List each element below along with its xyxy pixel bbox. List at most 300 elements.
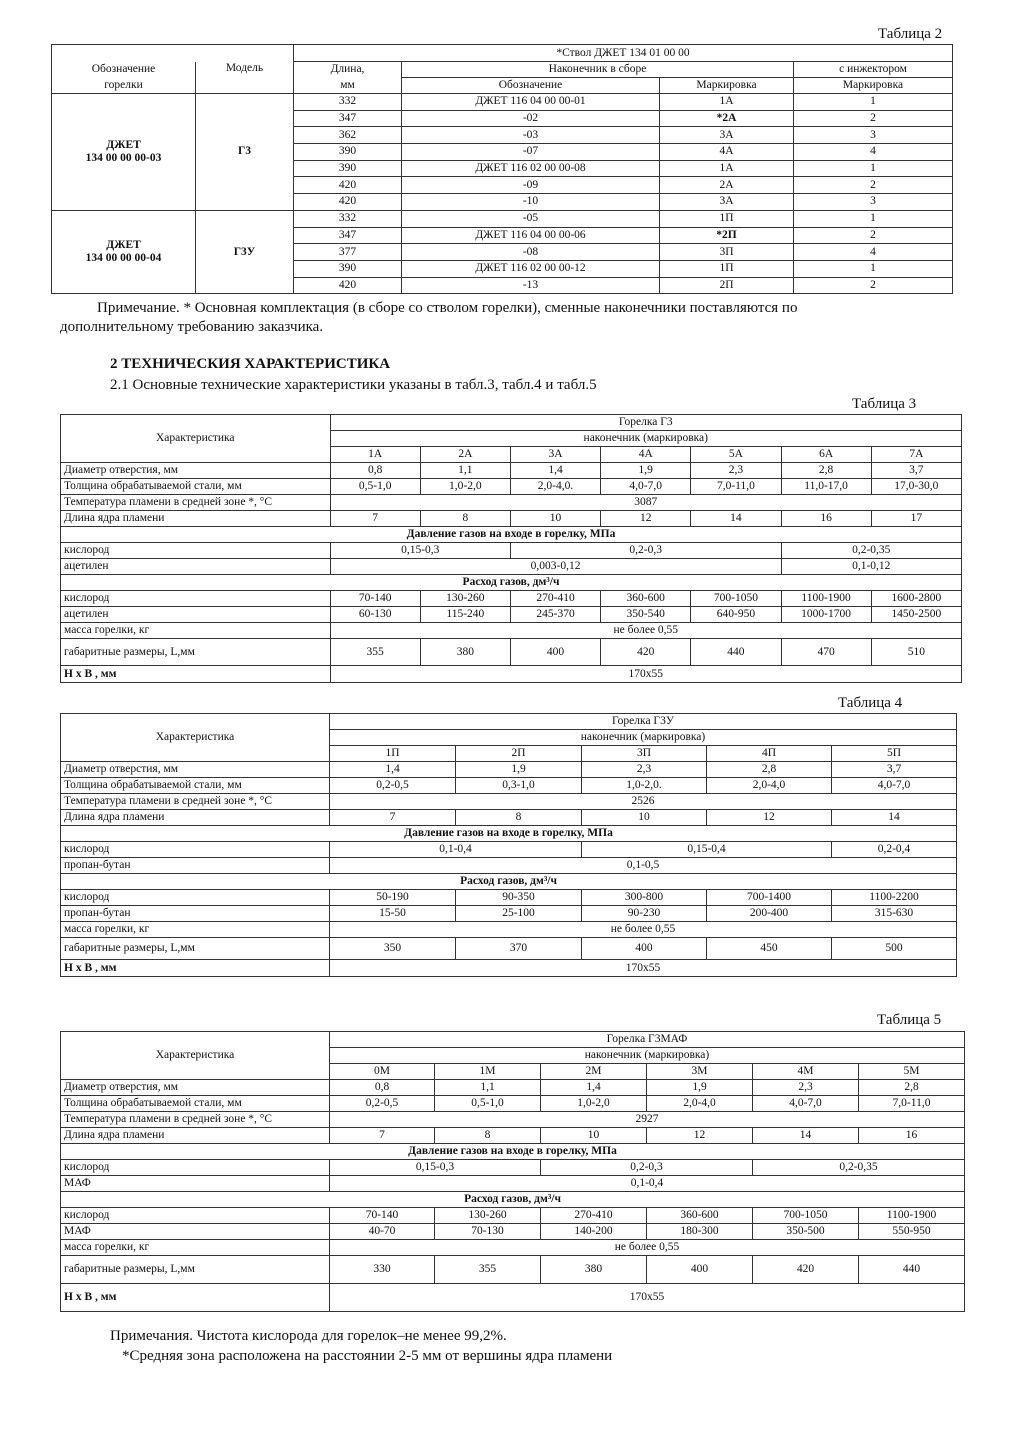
core-length-value: 14 xyxy=(753,1128,859,1144)
length-value: 500 xyxy=(832,938,957,960)
tip-marking-header: Маркировка xyxy=(660,78,794,94)
thickness-value: 7,0-11,0 xyxy=(691,479,781,495)
hxb-value: 170х55 xyxy=(330,666,961,683)
tip-mark: 5М xyxy=(859,1064,965,1080)
fuel-flow-value: 60-130 xyxy=(330,607,420,623)
table-row xyxy=(61,1192,965,1208)
thickness-value: 2,0-4,0 xyxy=(707,778,832,794)
row-label-oxygen-pressure: кислород xyxy=(61,543,331,559)
length-cell: 420 xyxy=(294,177,402,194)
row-label-oxygen-flow: кислород xyxy=(61,1208,330,1224)
oxygen-pressure-value: 0,2-0,35 xyxy=(753,1160,965,1176)
table-row xyxy=(61,1256,965,1284)
table5-caption: Таблица 5 xyxy=(877,1012,942,1028)
length-value: 510 xyxy=(871,639,961,666)
table3-caption: Таблица 3 xyxy=(852,396,917,412)
row-label-thickness: Толщина обрабатываемой стали, мм xyxy=(61,479,331,495)
row-label-oxygen-flow: кислород xyxy=(61,890,330,906)
table-row xyxy=(61,1160,965,1176)
tip-designation-cell: -10 xyxy=(402,194,660,211)
row-label-core-length: Длина ядра пламени xyxy=(61,1128,330,1144)
pressure-section-header: Давление газов на входе в горелку, МПа xyxy=(61,826,957,842)
table-row xyxy=(61,858,957,874)
diameter-value: 1,4 xyxy=(541,1080,647,1096)
diameter-value: 2,8 xyxy=(859,1080,965,1096)
tip-marking-header: наконечник (маркировка) xyxy=(330,431,961,447)
fuel-pressure-value: 0,003-0,12 xyxy=(330,559,781,575)
tip-mark: 1А xyxy=(330,447,420,463)
table-row xyxy=(61,591,962,607)
tip-marking-cell: *2П xyxy=(660,227,794,244)
injector-marking-cell: 4 xyxy=(794,144,953,161)
injector-marking-cell: 2 xyxy=(794,110,953,127)
tip-designation-cell: -03 xyxy=(402,127,660,144)
table-3 xyxy=(60,414,962,683)
row-label-length: габаритные размеры, L,мм xyxy=(61,938,330,960)
oxygen-flow-value: 360-600 xyxy=(647,1208,753,1224)
diameter-value: 1,1 xyxy=(420,463,510,479)
oxygen-flow-value: 1100-2200 xyxy=(832,890,957,906)
table-row xyxy=(61,1032,965,1048)
col-burner-header: горелки xyxy=(52,78,196,94)
thickness-value: 0,2-0,5 xyxy=(330,778,456,794)
tip-marking-cell: *2А xyxy=(660,110,794,127)
diameter-value: 1,9 xyxy=(601,463,691,479)
table-row xyxy=(61,479,962,495)
diameter-value: 1,9 xyxy=(647,1080,753,1096)
fuel-flow-value: 70-130 xyxy=(435,1224,541,1240)
oxygen-pressure-value: 0,1-0,4 xyxy=(330,842,582,858)
length-value: 380 xyxy=(541,1256,647,1284)
fuel-flow-value: 1000-1700 xyxy=(781,607,871,623)
tip-designation-header: Обозначение xyxy=(402,78,660,94)
injector-marking-cell: 1 xyxy=(794,210,953,227)
core-length-value: 8 xyxy=(435,1128,541,1144)
diameter-value: 2,3 xyxy=(691,463,781,479)
row-label-hxb: Н х В , мм xyxy=(61,960,330,977)
oxygen-flow-value: 90-350 xyxy=(456,890,582,906)
section-title: 2 ТЕХНИЧЕСКИЯ ХАРАКТЕРИСТИКА xyxy=(110,356,391,372)
row-label-fuel-flow: МАФ xyxy=(61,1224,330,1240)
tip-designation-cell: -08 xyxy=(402,244,660,261)
length-cell: 332 xyxy=(294,94,402,111)
length-cell: 390 xyxy=(294,160,402,177)
core-length-value: 8 xyxy=(420,511,510,527)
diameter-value: 1,1 xyxy=(435,1080,541,1096)
mass-value: не более 0,55 xyxy=(330,623,961,639)
tip-mark: 7А xyxy=(871,447,961,463)
tip-mark: 3П xyxy=(582,746,707,762)
table-row xyxy=(61,960,957,977)
injector-marking-cell: 4 xyxy=(794,244,953,261)
table-row xyxy=(61,922,957,938)
core-length-value: 16 xyxy=(859,1128,965,1144)
fuel-flow-value: 1450-2500 xyxy=(871,607,961,623)
fuel-flow-value: 180-300 xyxy=(647,1224,753,1240)
table-row xyxy=(61,1080,965,1096)
row-label-temperature: Температура пламени в средней зоне *, °С xyxy=(61,794,330,810)
length-value: 355 xyxy=(435,1256,541,1284)
tip-designation-cell: -09 xyxy=(402,177,660,194)
table-row xyxy=(61,842,957,858)
length-value: 350 xyxy=(330,938,456,960)
row-label-fuel-flow: ацетилен xyxy=(61,607,331,623)
core-length-value: 17 xyxy=(871,511,961,527)
table-row xyxy=(61,1208,965,1224)
fuel-flow-value: 90-230 xyxy=(582,906,707,922)
core-length-value: 10 xyxy=(541,1128,647,1144)
length-cell: 347 xyxy=(294,227,402,244)
table-row xyxy=(61,794,957,810)
table-row xyxy=(61,639,962,666)
tip-mark: 1П xyxy=(330,746,456,762)
length-value: 470 xyxy=(781,639,871,666)
oxygen-flow-value: 700-1400 xyxy=(707,890,832,906)
pressure-section-header: Давление газов на входе в горелку, МПа xyxy=(61,1144,965,1160)
burner-designation xyxy=(52,94,196,211)
mass-value: не более 0,55 xyxy=(330,1240,965,1256)
thickness-value: 1,0-2,0 xyxy=(420,479,510,495)
core-length-value: 12 xyxy=(707,810,832,826)
oxygen-pressure-value: 0,2-0,4 xyxy=(832,842,957,858)
thickness-value: 2,0-4,0. xyxy=(510,479,600,495)
injector-marking-cell: 2 xyxy=(794,227,953,244)
hxb-value: 170х55 xyxy=(330,960,957,977)
oxygen-flow-value: 1600-2800 xyxy=(871,591,961,607)
tip-marking-cell: 1П xyxy=(660,260,794,277)
diameter-value: 3,7 xyxy=(832,762,957,778)
table-row xyxy=(61,1096,965,1112)
row-label-diameter: Диаметр отверстия, мм xyxy=(61,762,330,778)
row-label-fuel-flow: пропан-бутан xyxy=(61,906,330,922)
core-length-value: 10 xyxy=(510,511,600,527)
tip-mark: 1М xyxy=(435,1064,541,1080)
core-length-value: 8 xyxy=(456,810,582,826)
core-length-value: 14 xyxy=(691,511,781,527)
fuel-flow-value: 40-70 xyxy=(330,1224,435,1240)
injector-marking-cell: 2 xyxy=(794,177,953,194)
thickness-value: 0,5-1,0 xyxy=(330,479,420,495)
tip-marking-header: наконечник (маркировка) xyxy=(330,730,957,746)
characteristic-header: Характеристика xyxy=(61,714,330,762)
tip-designation-cell: -02 xyxy=(402,110,660,127)
table-row xyxy=(61,495,962,511)
length-cell: 420 xyxy=(294,194,402,211)
diameter-value: 0,8 xyxy=(330,1080,435,1096)
thickness-value: 4,0-7,0 xyxy=(753,1096,859,1112)
row-label-hxb: Н х В , мм xyxy=(61,666,331,683)
col-length-unit: мм xyxy=(294,78,402,94)
core-length-value: 16 xyxy=(781,511,871,527)
thickness-value: 2,0-4,0 xyxy=(647,1096,753,1112)
col-designation-header: Обозначение xyxy=(52,62,196,78)
fuel-flow-value: 15-50 xyxy=(330,906,456,922)
injector-header: с инжектором xyxy=(794,62,953,78)
tip-marking-cell: 3П xyxy=(660,244,794,261)
col-length-header: Длина, xyxy=(294,62,402,78)
thickness-value: 11,0-17,0 xyxy=(781,479,871,495)
core-length-value: 12 xyxy=(647,1128,753,1144)
core-length-value: 7 xyxy=(330,810,456,826)
fuel-flow-value: 350-540 xyxy=(601,607,691,623)
table-5 xyxy=(60,1031,965,1312)
table-row xyxy=(61,1240,965,1256)
tip-marking-cell: 2А xyxy=(660,177,794,194)
tip-assembly-header: Наконечник в сборе xyxy=(402,62,794,78)
injector-marking-cell: 2 xyxy=(794,277,953,294)
thickness-value: 0,3-1,0 xyxy=(456,778,582,794)
thickness-value: 1,0-2,0 xyxy=(541,1096,647,1112)
thickness-value: 0,2-0,5 xyxy=(330,1096,435,1112)
injector-marking-cell: 1 xyxy=(794,160,953,177)
tip-marking-cell: 1П xyxy=(660,210,794,227)
tip-mark: 4П xyxy=(707,746,832,762)
diameter-value: 2,3 xyxy=(753,1080,859,1096)
flow-section-header: Расход газов, дм³/ч xyxy=(61,1192,965,1208)
table-row xyxy=(61,666,962,683)
fuel-flow-value: 25-100 xyxy=(456,906,582,922)
row-label-thickness: Толщина обрабатываемой стали, мм xyxy=(61,778,330,794)
thickness-value: 4,0-7,0 xyxy=(832,778,957,794)
oxygen-flow-value: 70-140 xyxy=(330,591,420,607)
row-label-mass: масса горелки, кг xyxy=(61,1240,330,1256)
flow-section-header: Расход газов, дм³/ч xyxy=(61,575,962,591)
row-label-oxygen-pressure: кислород xyxy=(61,842,330,858)
table-row xyxy=(61,714,957,730)
table-row xyxy=(61,778,957,794)
length-cell: 390 xyxy=(294,260,402,277)
tip-marking-header: наконечник (маркировка) xyxy=(330,1048,965,1064)
oxygen-flow-value: 50-190 xyxy=(330,890,456,906)
fuel-flow-value: 245-370 xyxy=(510,607,600,623)
injector-marking-cell: 1 xyxy=(794,260,953,277)
burner-model: Г3 xyxy=(196,94,294,211)
length-value: 440 xyxy=(691,639,781,666)
tip-designation-cell: ДЖЕТ 116 02 00 00-08 xyxy=(402,160,660,177)
tip-marking-cell: 1А xyxy=(660,94,794,111)
oxygen-flow-value: 360-600 xyxy=(601,591,691,607)
table-4 xyxy=(60,713,957,977)
injector-marking-cell: 3 xyxy=(794,194,953,211)
hxb-value: 170х55 xyxy=(330,1284,965,1312)
diameter-value: 2,8 xyxy=(707,762,832,778)
thickness-value: 4,0-7,0 xyxy=(601,479,691,495)
diameter-value: 1,4 xyxy=(330,762,456,778)
row-label-mass: масса горелки, кг xyxy=(61,922,330,938)
final-note-1: Примечания. Чистота кислорода для горелок–не менее 99,2%. xyxy=(110,1328,507,1344)
length-value: 355 xyxy=(330,639,420,666)
section-text: 2.1 Основные технические характеристики указаны в табл.3, табл.4 и табл.5 xyxy=(110,377,597,393)
oxygen-pressure-value: 0,15-0,4 xyxy=(582,842,832,858)
thickness-value: 0,5-1,0 xyxy=(435,1096,541,1112)
burner-designation-line2: 134 00 00 00-04 xyxy=(85,252,162,265)
length-value: 420 xyxy=(601,639,691,666)
final-note-2: *Средняя зона расположена на расстоянии 2-5 мм от вершины ядра пламени xyxy=(122,1348,613,1364)
tip-designation-cell: ДЖЕТ 116 02 00 00-12 xyxy=(402,260,660,277)
table-row xyxy=(61,1284,965,1312)
oxygen-pressure-value: 0,2-0,35 xyxy=(781,543,962,559)
tip-designation-cell: -05 xyxy=(402,210,660,227)
diameter-value: 1,4 xyxy=(510,463,600,479)
fuel-flow-value: 550-950 xyxy=(859,1224,965,1240)
length-value: 400 xyxy=(647,1256,753,1284)
fuel-pressure-value: 0,1-0,4 xyxy=(330,1176,965,1192)
injector-marking-header: Маркировка xyxy=(794,78,953,94)
row-label-fuel-pressure: МАФ xyxy=(61,1176,330,1192)
tip-marking-cell: 3А xyxy=(660,127,794,144)
thickness-value: 1,0-2,0. xyxy=(582,778,707,794)
tip-mark: 3М xyxy=(647,1064,753,1080)
table4-caption: Таблица 4 xyxy=(838,695,903,711)
diameter-value: 1,9 xyxy=(456,762,582,778)
tip-designation-cell: ДЖЕТ 116 04 00 00-01 xyxy=(402,94,660,111)
length-value: 420 xyxy=(753,1256,859,1284)
length-value: 450 xyxy=(707,938,832,960)
row-label-mass: масса горелки, кг xyxy=(61,623,331,639)
oxygen-flow-value: 130-260 xyxy=(435,1208,541,1224)
table-row xyxy=(61,623,962,639)
table2-note-line1: Примечание. * Основная комплектация (в сборе со стволом горелки), сменные наконечники поставляются по xyxy=(97,300,798,316)
core-length-value: 14 xyxy=(832,810,957,826)
tip-mark: 2П xyxy=(456,746,582,762)
length-value: 440 xyxy=(859,1256,965,1284)
table-row xyxy=(61,575,962,591)
oxygen-flow-value: 700-1050 xyxy=(753,1208,859,1224)
row-label-fuel-pressure: пропан-бутан xyxy=(61,858,330,874)
oxygen-flow-value: 130-260 xyxy=(420,591,510,607)
length-cell: 377 xyxy=(294,244,402,261)
mass-value: не более 0,55 xyxy=(330,922,957,938)
temperature-value: 2526 xyxy=(330,794,957,810)
oxygen-pressure-value: 0,15-0,3 xyxy=(330,543,510,559)
length-cell: 420 xyxy=(294,277,402,294)
fuel-flow-value: 350-500 xyxy=(753,1224,859,1240)
temperature-value: 3087 xyxy=(330,495,961,511)
burner-header: Горелка Г3МАФ xyxy=(330,1032,965,1048)
burner-model: Г3У xyxy=(196,210,294,293)
tip-mark: 4А xyxy=(601,447,691,463)
characteristic-header: Характеристика xyxy=(61,415,331,463)
length-value: 400 xyxy=(582,938,707,960)
tip-mark: 5П xyxy=(832,746,957,762)
row-label-oxygen-flow: кислород xyxy=(61,591,331,607)
row-label-hxb: Н х В , мм xyxy=(61,1284,330,1312)
table-row xyxy=(61,1112,965,1128)
burner-designation xyxy=(52,210,196,293)
row-label-thickness: Толщина обрабатываемой стали, мм xyxy=(61,1096,330,1112)
table-row xyxy=(52,210,953,227)
row-label-length: габаритные размеры, L,мм xyxy=(61,639,331,666)
row-label-length: габаритные размеры, L,мм xyxy=(61,1256,330,1284)
fuel-pressure-value: 0,1-0,5 xyxy=(330,858,957,874)
injector-marking-cell: 1 xyxy=(794,94,953,111)
tip-marking-cell: 2П xyxy=(660,277,794,294)
oxygen-pressure-value: 0,2-0,3 xyxy=(541,1160,753,1176)
table-row xyxy=(61,1144,965,1160)
core-length-value: 10 xyxy=(582,810,707,826)
fuel-flow-value: 140-200 xyxy=(541,1224,647,1240)
length-cell: 347 xyxy=(294,110,402,127)
row-label-diameter: Диаметр отверстия, мм xyxy=(61,463,331,479)
tip-mark: 6А xyxy=(781,447,871,463)
row-label-oxygen-pressure: кислород xyxy=(61,1160,330,1176)
tip-marking-cell: 3А xyxy=(660,194,794,211)
table-row xyxy=(61,1128,965,1144)
table-row xyxy=(61,463,962,479)
temperature-value: 2927 xyxy=(330,1112,965,1128)
table-row xyxy=(61,938,957,960)
table-row xyxy=(61,826,957,842)
length-cell: 362 xyxy=(294,127,402,144)
diameter-value: 3,7 xyxy=(871,463,961,479)
oxygen-flow-value: 700-1050 xyxy=(691,591,781,607)
core-length-value: 12 xyxy=(601,511,691,527)
oxygen-pressure-value: 0,2-0,3 xyxy=(510,543,781,559)
tip-mark: 5А xyxy=(691,447,781,463)
tip-mark: 3А xyxy=(510,447,600,463)
fuel-flow-value: 315-630 xyxy=(832,906,957,922)
table-row xyxy=(61,762,957,778)
oxygen-flow-value: 300-800 xyxy=(582,890,707,906)
col-model-header: Модель xyxy=(196,62,294,94)
length-value: 370 xyxy=(456,938,582,960)
table-row xyxy=(52,94,953,111)
burner-designation-line2: 134 00 00 00-03 xyxy=(85,151,162,164)
tip-marking-cell: 1А xyxy=(660,160,794,177)
table-row xyxy=(61,1176,965,1192)
oxygen-flow-value: 270-410 xyxy=(541,1208,647,1224)
length-value: 400 xyxy=(510,639,600,666)
table2-caption: Таблица 2 xyxy=(878,26,943,42)
tip-mark: 2М xyxy=(541,1064,647,1080)
diameter-value: 2,3 xyxy=(582,762,707,778)
table-row xyxy=(61,1224,965,1240)
flow-section-header: Расход газов, дм³/ч xyxy=(61,874,957,890)
burner-designation-line1: ДЖЕТ xyxy=(106,239,141,252)
row-label-fuel-pressure: ацетилен xyxy=(61,559,331,575)
barrel-header: *Ствол ДЖЕТ 134 01 00 00 xyxy=(294,45,953,62)
injector-marking-cell: 3 xyxy=(794,127,953,144)
diameter-value: 0,8 xyxy=(330,463,420,479)
burner-header: Горелка Г3 xyxy=(330,415,961,431)
table-row xyxy=(61,890,957,906)
length-value: 330 xyxy=(330,1256,435,1284)
oxygen-pressure-value: 0,15-0,3 xyxy=(330,1160,541,1176)
length-cell: 332 xyxy=(294,210,402,227)
characteristic-header: Характеристика xyxy=(61,1032,330,1080)
length-cell: 390 xyxy=(294,144,402,161)
table-row xyxy=(61,543,962,559)
core-length-value: 7 xyxy=(330,511,420,527)
fuel-flow-value: 200-400 xyxy=(707,906,832,922)
oxygen-flow-value: 270-410 xyxy=(510,591,600,607)
row-label-core-length: Длина ядра пламени xyxy=(61,511,331,527)
fuel-pressure-value: 0,1-0,12 xyxy=(781,559,962,575)
pressure-section-header: Давление газов на входе в горелку, МПа xyxy=(61,527,962,543)
thickness-value: 17,0-30,0 xyxy=(871,479,961,495)
row-label-temperature: Температура пламени в средней зоне *, °С xyxy=(61,1112,330,1128)
length-value: 380 xyxy=(420,639,510,666)
core-length-value: 7 xyxy=(330,1128,435,1144)
table-row xyxy=(61,415,962,431)
tip-mark: 4М xyxy=(753,1064,859,1080)
tip-designation-cell: -07 xyxy=(402,144,660,161)
oxygen-flow-value: 1100-1900 xyxy=(859,1208,965,1224)
row-label-core-length: Длина ядра пламени xyxy=(61,810,330,826)
table-row xyxy=(61,874,957,890)
tip-mark: 0М xyxy=(330,1064,435,1080)
fuel-flow-value: 115-240 xyxy=(420,607,510,623)
